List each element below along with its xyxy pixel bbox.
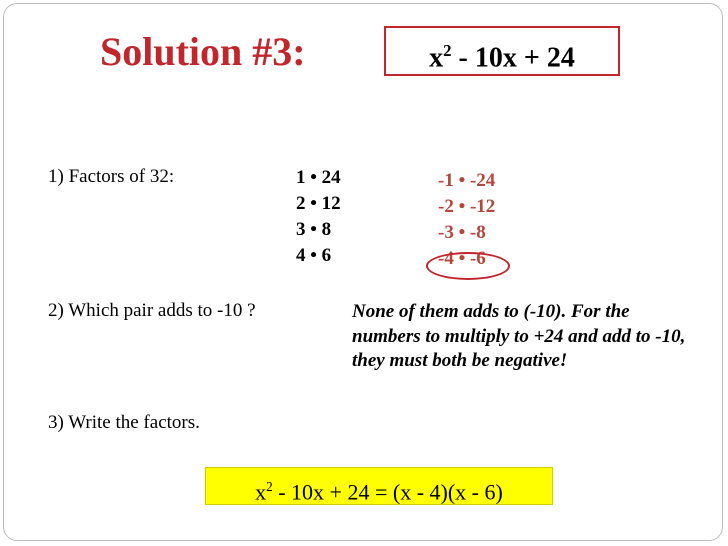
factor-pair: -3 • -8: [438, 222, 486, 243]
equation-rest: - 10x + 24: [451, 42, 575, 74]
factor-pair: 2 • 12: [296, 193, 341, 214]
factor-pair: -4 • -6: [438, 248, 486, 269]
slide-frame: [3, 3, 723, 541]
answer-base: x: [255, 479, 267, 505]
factor-pair: -1 • -24: [438, 170, 496, 191]
explanation-note: None of them adds to (-10). For the numbers to multiply to +24 and add to -10, they must both be negative!: [352, 301, 686, 371]
factor-pair: 1 • 24: [296, 167, 341, 188]
slide-title: Solution #3:: [100, 29, 306, 74]
step1-label: 1) Factors of 32:: [48, 166, 175, 187]
positive-factor-pairs: [296, 165, 341, 269]
equation-base: x: [429, 42, 444, 74]
factor-pair: -2 • -12: [438, 196, 496, 217]
step3-label: 3) Write the factors.: [48, 412, 200, 433]
final-answer-box: [205, 467, 553, 505]
equation-exponent: 2: [443, 41, 452, 60]
answer-rest: - 10x + 24 = (x - 4)(x - 6): [272, 479, 503, 505]
factor-pair: 4 • 6: [296, 245, 332, 266]
answer-pair-circle: [426, 252, 510, 280]
step2-label: 2) Which pair adds to -10 ?: [48, 300, 256, 321]
factor-pair: 3 • 8: [296, 219, 332, 240]
answer-exponent: 2: [266, 479, 273, 494]
equation-box: [384, 26, 620, 76]
